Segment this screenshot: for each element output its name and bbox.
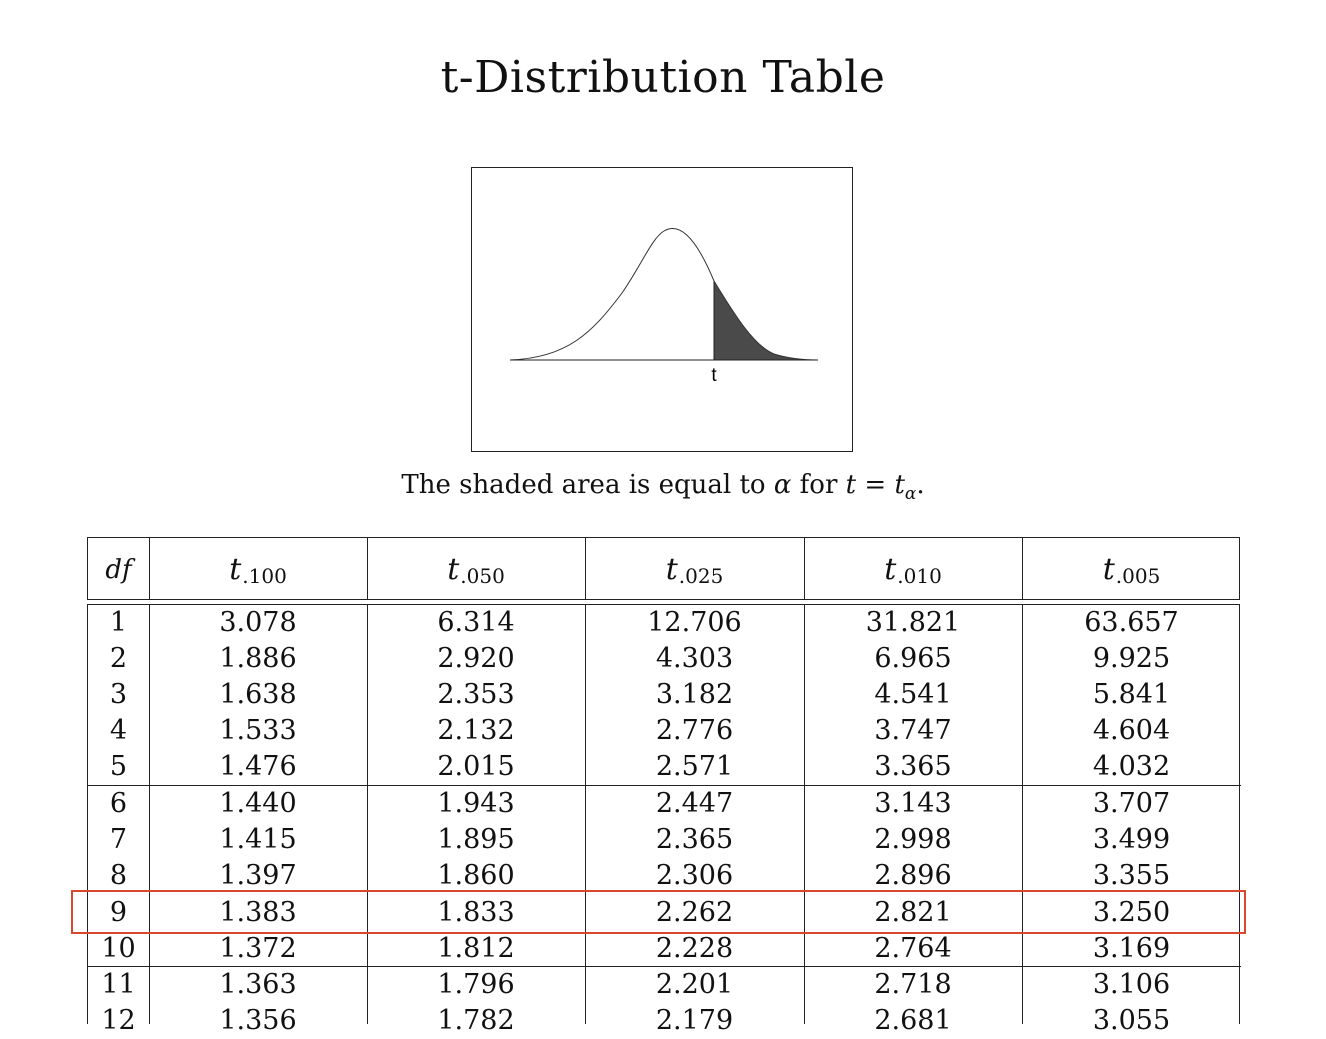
df-cell: 6 (109, 788, 128, 819)
value-cell: 2.681 (874, 1005, 952, 1036)
table-row (88, 1003, 1241, 1039)
value-cell: 2.764 (874, 933, 952, 964)
caption-for: for (791, 470, 846, 500)
header-t025 (585, 538, 804, 601)
value-cell: 2.179 (655, 1005, 734, 1036)
value-cell: 1.372 (219, 933, 297, 964)
highlighted-row-box (71, 890, 1246, 934)
value-cell: 4.541 (874, 679, 952, 710)
df-cell: 7 (109, 824, 128, 855)
row-group-divider (88, 966, 1241, 967)
header-t005 (1022, 538, 1241, 601)
caption-alpha: α (773, 470, 792, 500)
figure-caption (0, 470, 1326, 504)
header-subscript: .005 (1115, 563, 1161, 588)
value-cell: 2.353 (437, 679, 515, 710)
table-row (88, 858, 1241, 894)
df-cell: 11 (101, 969, 136, 1000)
value-cell: 1.440 (219, 788, 297, 819)
value-cell: 2.306 (655, 860, 734, 891)
header-t010 (804, 538, 1022, 601)
caption-period: . (916, 470, 925, 500)
value-cell: 2.228 (655, 933, 734, 964)
value-cell: 1.363 (219, 969, 297, 1000)
value-cell: 3.499 (1092, 824, 1171, 855)
value-cell: 2.365 (655, 824, 734, 855)
value-cell: 2.132 (437, 715, 515, 746)
value-cell: 1.943 (437, 788, 515, 819)
table-row (88, 641, 1241, 677)
value-cell: 2.571 (655, 751, 734, 782)
distribution-figure (471, 167, 853, 452)
value-cell: 2.262 (655, 897, 734, 928)
header-t100 (149, 538, 367, 601)
value-cell: 31.821 (865, 607, 961, 638)
df-cell: 12 (101, 1005, 136, 1036)
header-t-symbol: t (884, 552, 897, 587)
header-subscript: .010 (897, 563, 942, 588)
table-row (88, 713, 1241, 749)
df-cell: 10 (101, 933, 136, 964)
value-cell: 3.747 (874, 715, 952, 746)
value-cell: 2.821 (874, 897, 952, 928)
value-cell: 4.303 (655, 643, 734, 674)
header-t050 (367, 538, 585, 601)
header-t-symbol: t (1102, 552, 1115, 587)
t-axis-label: t (711, 365, 717, 386)
value-cell: 1.886 (219, 643, 297, 674)
header-df: df (105, 554, 132, 585)
value-cell: 1.833 (437, 897, 515, 928)
value-cell: 3.250 (1092, 897, 1171, 928)
value-cell: 1.782 (437, 1005, 515, 1036)
value-cell: 3.182 (655, 679, 734, 710)
value-cell: 1.397 (219, 860, 297, 891)
row-group-divider (88, 785, 1241, 786)
value-cell: 1.796 (437, 969, 515, 1000)
value-cell: 3.143 (874, 788, 952, 819)
value-cell: 3.055 (1092, 1005, 1171, 1036)
value-cell: 3.078 (219, 607, 297, 638)
value-cell: 5.841 (1092, 679, 1171, 710)
value-cell: 1.895 (437, 824, 515, 855)
value-cell: 3.365 (874, 751, 952, 782)
table-row (88, 931, 1241, 967)
table-row (88, 677, 1241, 713)
value-cell: 12.706 (647, 607, 742, 638)
value-cell: 3.355 (1092, 860, 1171, 891)
header-t-symbol: t (665, 552, 678, 587)
df-cell: 9 (109, 897, 128, 928)
header-t-symbol: t (447, 552, 460, 587)
value-cell: 1.533 (219, 715, 297, 746)
value-cell: 3.707 (1092, 788, 1171, 819)
table-row (88, 786, 1241, 822)
table-row (88, 967, 1241, 1003)
value-cell: 1.812 (437, 933, 515, 964)
value-cell: 9.925 (1092, 643, 1171, 674)
value-cell: 2.015 (437, 751, 515, 782)
caption-text: The shaded area is equal to (401, 470, 774, 500)
caption-t: t (845, 470, 857, 500)
df-cell: 4 (109, 715, 128, 746)
value-cell: 1.638 (219, 679, 297, 710)
df-cell: 8 (109, 860, 128, 891)
table-body (87, 604, 1240, 1036)
value-cell: 2.896 (874, 860, 952, 891)
shaded-tail-area (714, 281, 818, 360)
df-cell: 3 (109, 679, 128, 710)
density-curve (510, 229, 818, 360)
t-distribution-curve (472, 168, 854, 453)
caption-alpha-subscript: α (904, 484, 917, 505)
table-row (88, 749, 1241, 785)
value-cell: 63.657 (1084, 607, 1179, 638)
table-row (88, 605, 1241, 641)
table-row (88, 822, 1241, 858)
value-cell: 6.314 (437, 607, 515, 638)
df-cell: 2 (109, 643, 128, 674)
value-cell: 3.106 (1092, 969, 1171, 1000)
header-subscript: .100 (242, 563, 287, 588)
value-cell: 2.998 (874, 824, 952, 855)
value-cell: 1.476 (219, 751, 297, 782)
value-cell: 4.604 (1092, 715, 1171, 746)
value-cell: 1.356 (219, 1005, 297, 1036)
value-cell: 1.415 (219, 824, 297, 855)
caption-t-alpha: t (894, 470, 905, 500)
value-cell: 2.201 (655, 969, 734, 1000)
value-cell: 2.447 (655, 788, 734, 819)
value-cell: 3.169 (1092, 933, 1171, 964)
value-cell: 2.776 (655, 715, 734, 746)
page-title: t-Distribution Table (440, 52, 886, 103)
df-cell: 1 (109, 607, 128, 638)
value-cell: 4.032 (1092, 751, 1171, 782)
header-subscript: .025 (678, 563, 724, 588)
value-cell: 1.860 (437, 860, 515, 891)
value-cell: 6.965 (874, 643, 952, 674)
table-header (87, 537, 1240, 600)
header-t-symbol: t (229, 552, 242, 587)
caption-equals: = (856, 470, 895, 500)
value-cell: 2.920 (437, 643, 515, 674)
value-cell: 1.383 (219, 897, 297, 928)
header-subscript: .050 (460, 563, 505, 588)
df-cell: 5 (109, 751, 128, 782)
value-cell: 2.718 (874, 969, 952, 1000)
